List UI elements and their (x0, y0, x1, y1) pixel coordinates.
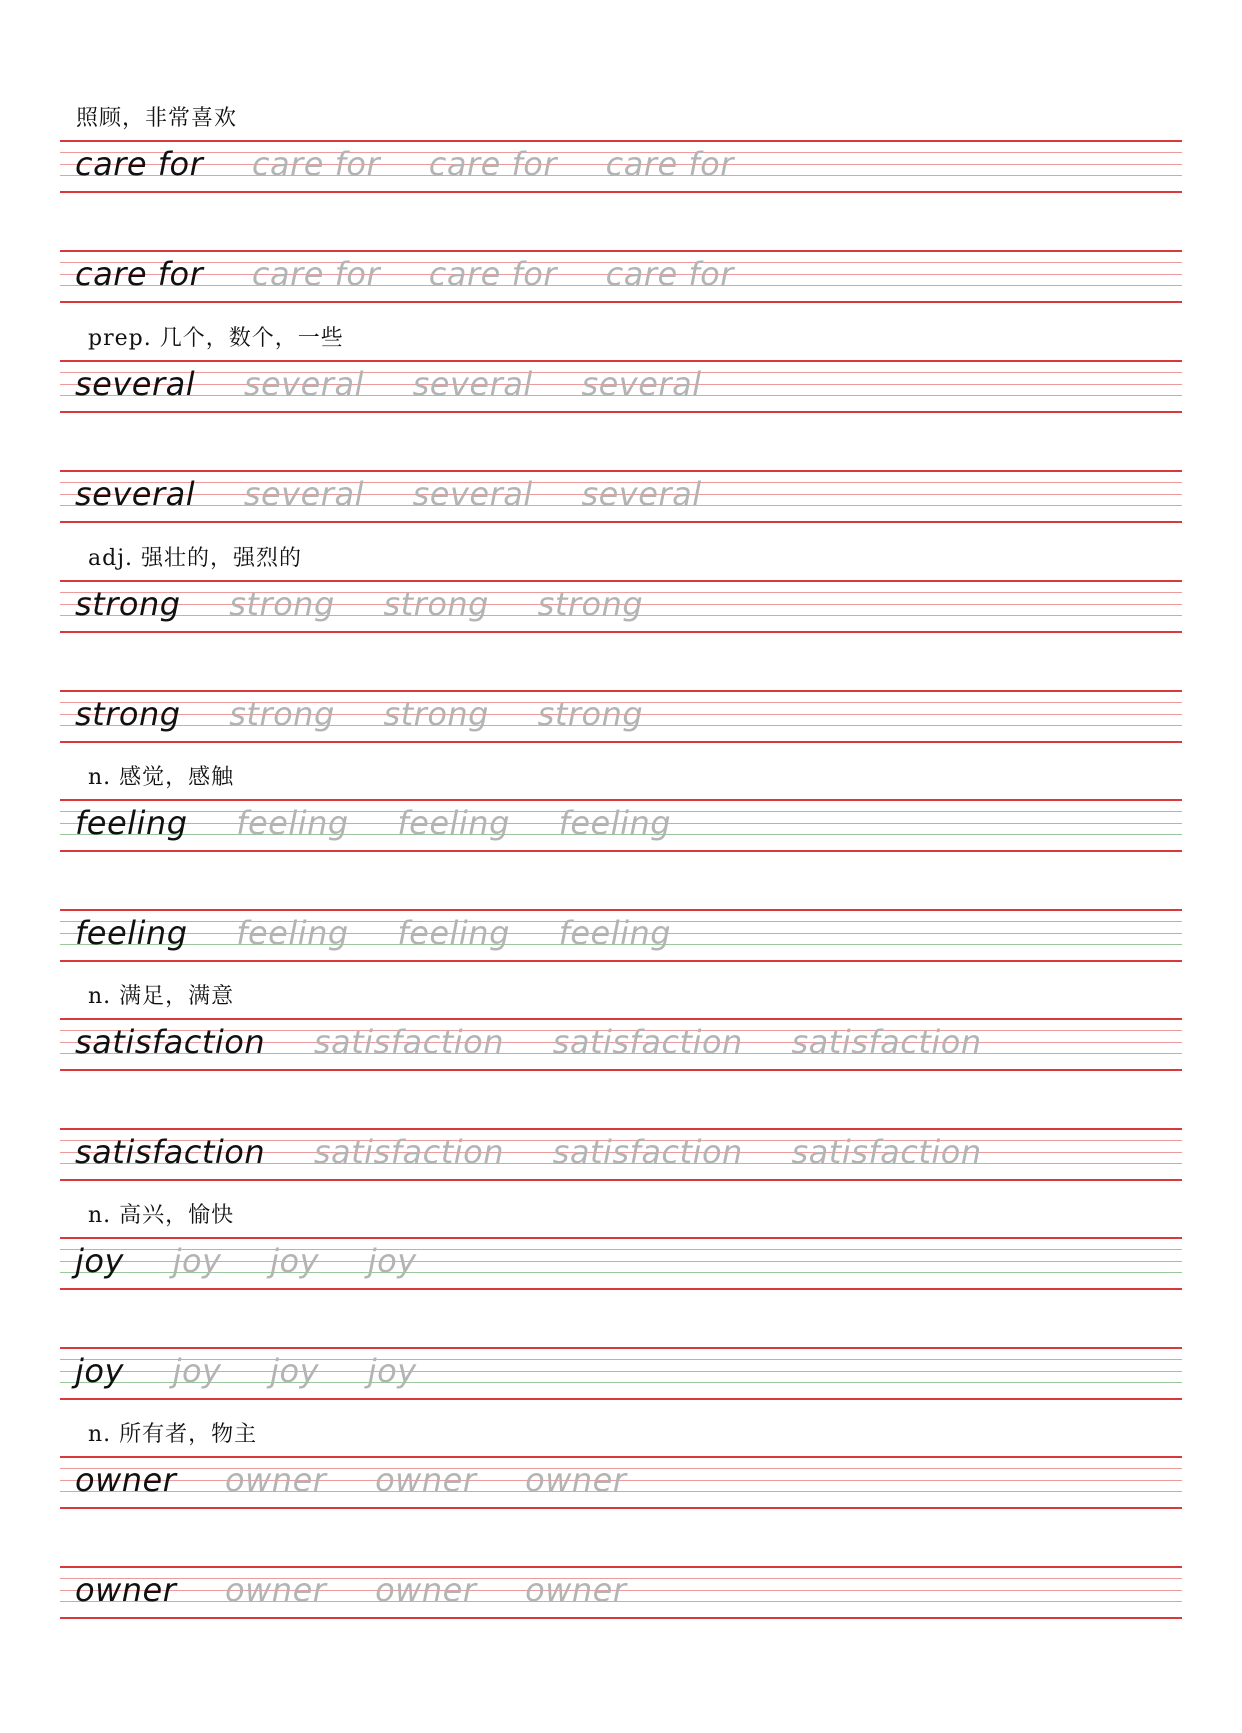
trace-word: several (581, 365, 702, 403)
trace-word: satisfaction (313, 1023, 504, 1061)
word-meaning: n. 所有者，物主 (88, 1422, 258, 1447)
staff-top-line (60, 140, 1182, 142)
trace-word: owner (225, 1571, 327, 1609)
trace-word: joy (367, 1242, 417, 1280)
trace-word: feeling (397, 804, 510, 842)
model-word: satisfaction (75, 1133, 266, 1171)
word-row (75, 364, 740, 404)
writing-staff-1 (60, 360, 1182, 413)
word-row (75, 803, 709, 843)
trace-word: feeling (558, 914, 672, 952)
trace-word: several (412, 365, 533, 403)
trace-word: strong (229, 695, 335, 733)
word-row (75, 1460, 665, 1500)
word-meaning: n. 满足，满意 (88, 984, 235, 1009)
word-row (75, 474, 740, 514)
trace-word: strong (383, 695, 489, 733)
writing-staff-1 (60, 1018, 1182, 1071)
trace-word: several (412, 475, 533, 513)
trace-word: owner (375, 1461, 477, 1499)
writing-staff-2 (60, 1566, 1182, 1619)
writing-staff-1 (60, 1456, 1182, 1509)
staff-top-line (60, 690, 1182, 692)
trace-word: care for (605, 255, 734, 293)
word-row (75, 1132, 1020, 1172)
word-row (75, 144, 772, 184)
trace-word: strong (537, 585, 644, 623)
trace-word: strong (229, 585, 335, 623)
staff-bottom-line (60, 741, 1182, 743)
trace-word: joy (270, 1242, 320, 1280)
word-row (75, 913, 709, 953)
staff-top-line (60, 1018, 1182, 1020)
staff-bottom-line (60, 850, 1182, 852)
writing-staff-2 (60, 470, 1182, 523)
trace-word: satisfaction (552, 1023, 743, 1061)
writing-staff-2 (60, 909, 1182, 962)
trace-word: joy (172, 1352, 222, 1390)
staff-top-line (60, 799, 1182, 801)
trace-word: owner (525, 1571, 627, 1609)
trace-word: joy (172, 1242, 222, 1280)
staff-bottom-line (60, 631, 1182, 633)
model-word: satisfaction (75, 1023, 266, 1061)
staff-bottom-line (60, 1069, 1182, 1071)
writing-staff-1 (60, 799, 1182, 852)
model-word: several (75, 475, 196, 513)
trace-word: satisfaction (791, 1023, 982, 1061)
word-row (75, 1241, 455, 1281)
word-meaning: n. 感觉，感触 (88, 765, 235, 790)
trace-word: feeling (397, 914, 510, 952)
trace-word: care for (251, 255, 381, 293)
staff-bottom-line (60, 1288, 1182, 1290)
trace-word: owner (225, 1461, 327, 1499)
staff-bottom-line (60, 411, 1182, 413)
trace-word: several (243, 365, 364, 403)
trace-word: satisfaction (552, 1133, 743, 1171)
word-row (75, 1351, 455, 1391)
word-row (75, 1570, 665, 1610)
staff-bottom-line (60, 301, 1182, 303)
staff-top-line (60, 360, 1182, 362)
word-meaning: 照顾，非常喜欢 (76, 106, 238, 131)
staff-top-line (60, 1128, 1182, 1130)
model-word: owner (75, 1571, 177, 1609)
model-word: joy (75, 1352, 124, 1390)
trace-word: several (243, 475, 364, 513)
writing-staff-2 (60, 1128, 1182, 1181)
trace-word: satisfaction (313, 1133, 504, 1171)
model-word: owner (75, 1461, 177, 1499)
trace-word: care for (428, 145, 557, 183)
trace-word: care for (251, 145, 381, 183)
word-row (75, 694, 681, 734)
writing-staff-1 (60, 580, 1182, 633)
writing-staff-1 (60, 140, 1182, 193)
model-word: feeling (75, 804, 188, 842)
model-word: care for (75, 255, 204, 293)
staff-bottom-line (60, 1179, 1182, 1181)
trace-word: joy (367, 1352, 417, 1390)
staff-top-line (60, 470, 1182, 472)
word-row (75, 1022, 1020, 1062)
staff-top-line (60, 1347, 1182, 1349)
staff-top-line (60, 1456, 1182, 1458)
staff-bottom-line (60, 1398, 1182, 1400)
model-word: joy (75, 1242, 124, 1280)
staff-bottom-line (60, 1507, 1182, 1509)
trace-word: joy (270, 1352, 320, 1390)
trace-word: strong (537, 695, 644, 733)
word-meaning: adj. 强壮的，强烈的 (88, 546, 303, 571)
staff-bottom-line (60, 1617, 1182, 1619)
trace-word: satisfaction (791, 1133, 982, 1171)
staff-bottom-line (60, 191, 1182, 193)
trace-word: care for (428, 255, 557, 293)
trace-word: feeling (236, 804, 349, 842)
staff-top-line (60, 1566, 1182, 1568)
trace-word: strong (383, 585, 489, 623)
trace-word: feeling (558, 804, 672, 842)
word-meaning: prep. 几个，数个，一些 (88, 326, 344, 351)
trace-word: care for (605, 145, 734, 183)
staff-bottom-line (60, 521, 1182, 523)
writing-staff-2 (60, 1347, 1182, 1400)
word-meaning: n. 高兴，愉快 (88, 1203, 235, 1228)
staff-top-line (60, 1237, 1182, 1239)
writing-staff-1 (60, 1237, 1182, 1290)
trace-word: several (581, 475, 702, 513)
trace-word: feeling (236, 914, 349, 952)
staff-top-line (60, 250, 1182, 252)
staff-top-line (60, 580, 1182, 582)
word-row (75, 584, 681, 624)
trace-word: owner (375, 1571, 477, 1609)
writing-staff-2 (60, 250, 1182, 303)
writing-staff-2 (60, 690, 1182, 743)
word-row (75, 254, 772, 294)
staff-bottom-line (60, 960, 1182, 962)
model-word: care for (75, 145, 204, 183)
model-word: feeling (75, 914, 188, 952)
model-word: several (75, 365, 196, 403)
staff-top-line (60, 909, 1182, 911)
model-word: strong (75, 695, 181, 733)
trace-word: owner (525, 1461, 627, 1499)
model-word: strong (75, 585, 181, 623)
